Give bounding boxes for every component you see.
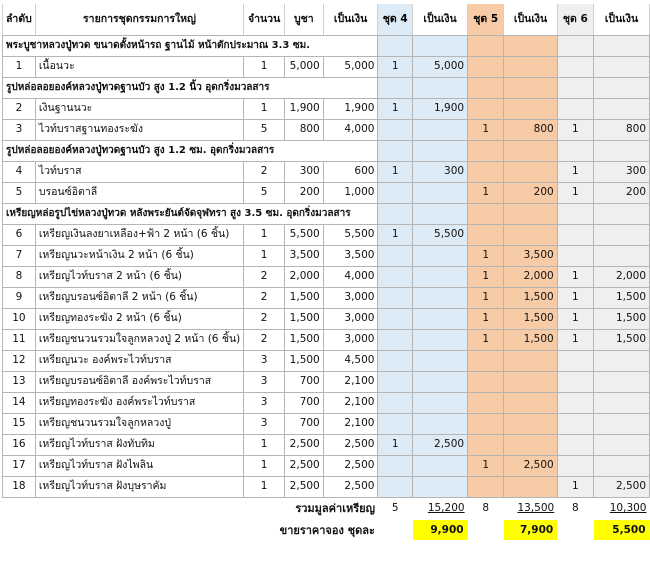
item-no: 11: [3, 329, 36, 350]
set4-amount: [413, 413, 468, 434]
set5-amount: 2,500: [504, 455, 557, 476]
set4-amount: 5,000: [413, 56, 468, 77]
set6-qty: [557, 434, 593, 455]
set4-amount-cell: [413, 140, 468, 161]
item-no: 14: [3, 392, 36, 413]
set5-amount: [504, 371, 557, 392]
item-qty: 1: [244, 245, 285, 266]
set5-amount: 800: [504, 119, 557, 140]
set5-price-cell: [504, 519, 557, 541]
item-amount: 3,000: [323, 287, 378, 308]
set4-cell: [378, 140, 413, 161]
set5-amount: 1,500: [504, 329, 557, 350]
set6-qty: 1: [557, 476, 593, 497]
header-name: รายการชุดกรรมการใหญ่: [35, 4, 243, 35]
item-no: 16: [3, 434, 36, 455]
set4-cell: [378, 35, 413, 56]
set6-amount: 800: [594, 119, 650, 140]
set6-amount: [594, 434, 650, 455]
header-set4-amount: เป็นเงิน: [413, 4, 468, 35]
item-no: 18: [3, 476, 36, 497]
header-set5: ชุด 5: [468, 4, 504, 35]
set5-amount: [504, 161, 557, 182]
item-amount: 1,000: [323, 182, 378, 203]
item-name: เหรียญทองระฆัง 2 หน้า (6 ชิ้น): [35, 308, 243, 329]
item-qty: 1: [244, 434, 285, 455]
item-qty: 2: [244, 287, 285, 308]
table-row: [3, 287, 650, 308]
set5-qty: 1: [468, 245, 504, 266]
set4-qty: [378, 350, 413, 371]
item-qty: 2: [244, 266, 285, 287]
set4-qty: [378, 413, 413, 434]
set4-qty: [378, 371, 413, 392]
set6-amount: [594, 56, 650, 77]
price-row: [3, 519, 650, 541]
set6-amount: 2,000: [594, 266, 650, 287]
item-qty: 3: [244, 413, 285, 434]
item-name: เหรียญบรอนซ์อิตาลี 2 หน้า (6 ชิ้น): [35, 287, 243, 308]
set5-qty: [468, 371, 504, 392]
item-price: 2,500: [285, 455, 324, 476]
item-name: บรอนซ์อิตาลี: [35, 182, 243, 203]
set6-amount: [594, 455, 650, 476]
item-amount: 3,000: [323, 308, 378, 329]
set6-total-amount: 10,300: [609, 502, 647, 514]
set5-amount-cell: [504, 77, 557, 98]
table-row: [3, 455, 650, 476]
set6-price: 5,500: [594, 520, 650, 540]
item-price: 5,500: [285, 224, 324, 245]
price-table: [2, 4, 650, 541]
set4-amount: [413, 287, 468, 308]
header-set4: ชุด 4: [378, 4, 413, 35]
set5-qty: [468, 350, 504, 371]
set5-amount-cell: [504, 203, 557, 224]
table-row: [3, 119, 650, 140]
item-qty: 2: [244, 308, 285, 329]
set5-qty: [468, 413, 504, 434]
set4-amount: 1,900: [413, 98, 468, 119]
set4-amount: [413, 329, 468, 350]
section-header-row: [3, 203, 650, 224]
set4-amount-cell: [413, 77, 468, 98]
set4-qty: [378, 455, 413, 476]
table-row: [3, 476, 650, 497]
set6-amount: [594, 413, 650, 434]
set6-cell: [557, 140, 593, 161]
set5-amount: [504, 56, 557, 77]
section-header-row: [3, 140, 650, 161]
set6-amount: [594, 98, 650, 119]
item-qty: 1: [244, 476, 285, 497]
set5-qty: [468, 224, 504, 245]
set4-qty: [378, 266, 413, 287]
item-price: 3,500: [285, 245, 324, 266]
set6-price-cell: [594, 519, 650, 541]
set6-qty: 1: [557, 329, 593, 350]
item-qty: 1: [244, 455, 285, 476]
item-price: 5,000: [285, 56, 324, 77]
item-amount: 5,500: [323, 224, 378, 245]
set5-amount: [504, 98, 557, 119]
item-amount: 2,100: [323, 371, 378, 392]
set4-qty: [378, 182, 413, 203]
item-amount: 4,000: [323, 119, 378, 140]
set5-qty: [468, 392, 504, 413]
set6-qty: [557, 392, 593, 413]
price-label: ขายราคาจอง ชุดละ: [279, 523, 375, 537]
item-name: เหรียญไวท์บราส ฝังทับทิม: [35, 434, 243, 455]
set4-qty: [378, 329, 413, 350]
item-qty: 1: [244, 224, 285, 245]
item-amount: 2,100: [323, 392, 378, 413]
set5-qty: 1: [468, 119, 504, 140]
item-price: 1,500: [285, 350, 324, 371]
item-name: เหรียญไวท์บราส 2 หน้า (6 ชิ้น): [35, 266, 243, 287]
item-name: เงินฐานนวะ: [35, 98, 243, 119]
set5-qty: [468, 434, 504, 455]
set5-cell: [468, 35, 504, 56]
item-qty: 2: [244, 161, 285, 182]
set5-qty: 1: [468, 308, 504, 329]
item-amount: 2,500: [323, 455, 378, 476]
set6-amount: [594, 224, 650, 245]
item-name: เหรียญทองระฆัง องค์พระไวท์บราส: [35, 392, 243, 413]
set6-qty: [557, 245, 593, 266]
set4-cell: [378, 203, 413, 224]
set6-qty: [557, 413, 593, 434]
table-row: [3, 56, 650, 77]
item-no: 10: [3, 308, 36, 329]
item-name: เหรียญไวท์บราส ฝังบุษราคัม: [35, 476, 243, 497]
set5-amount: 3,500: [504, 245, 557, 266]
section-header-row: [3, 77, 650, 98]
section-header-row: [3, 35, 650, 56]
item-amount: 3,500: [323, 245, 378, 266]
set4-qty: [378, 392, 413, 413]
item-name: เหรียญชนวนรวมใจลูกหลวงปู่: [35, 413, 243, 434]
item-amount: 5,000: [323, 56, 378, 77]
set5-amount: 1,500: [504, 308, 557, 329]
item-price: 300: [285, 161, 324, 182]
set4-amount-cell: [413, 203, 468, 224]
table-row: [3, 371, 650, 392]
set6-amount-cell: [594, 35, 650, 56]
item-name: เหรียญชนวนรวมใจลูกหลวงปู่ 2 หน้า (6 ชิ้น): [35, 329, 243, 350]
item-name: เหรียญเงินลงยาเหลือง+ฟ้า 2 หน้า (6 ชิ้น): [35, 224, 243, 245]
set4-total-amount: 15,200: [427, 502, 465, 514]
set4-amount: [413, 266, 468, 287]
item-qty: 1: [244, 56, 285, 77]
item-no: 7: [3, 245, 36, 266]
item-amount: 600: [323, 161, 378, 182]
set6-amount: 2,500: [594, 476, 650, 497]
spacer-cell: [468, 519, 504, 541]
item-qty: 3: [244, 350, 285, 371]
table-row: [3, 245, 650, 266]
table-row: [3, 434, 650, 455]
set6-qty: 1: [557, 308, 593, 329]
set5-cell: [468, 140, 504, 161]
section-title: รูปหล่อลอยองค์หลวงปู่ทวดฐานบัว สูง 1.2 ซม. อุดกริ่งมวลสาร: [3, 140, 378, 161]
set5-qty: [468, 476, 504, 497]
item-no: 1: [3, 56, 36, 77]
set4-amount: [413, 308, 468, 329]
item-qty: 2: [244, 329, 285, 350]
set5-qty: 1: [468, 266, 504, 287]
item-no: 5: [3, 182, 36, 203]
set6-qty: [557, 371, 593, 392]
set4-qty: 1: [378, 98, 413, 119]
set4-amount: [413, 476, 468, 497]
set4-amount: [413, 371, 468, 392]
set6-qty: 1: [557, 266, 593, 287]
item-price: 2,500: [285, 434, 324, 455]
item-amount: 1,900: [323, 98, 378, 119]
table-row: [3, 224, 650, 245]
set6-cell: [557, 203, 593, 224]
item-no: 2: [3, 98, 36, 119]
table-row: [3, 350, 650, 371]
set4-amount: 300: [413, 161, 468, 182]
totals-label: รวมมูลค่าเหรียญ: [295, 501, 375, 515]
item-name: เหรียญนวะ องค์พระไวท์บราส: [35, 350, 243, 371]
table-row: [3, 413, 650, 434]
set4-qty: [378, 245, 413, 266]
spacer-cell: [378, 519, 413, 541]
item-price: 1,900: [285, 98, 324, 119]
set6-amount: 1,500: [594, 287, 650, 308]
set5-qty: 1: [468, 287, 504, 308]
set6-total-qty: 8: [572, 502, 579, 514]
table-row: [3, 182, 650, 203]
set6-qty: 1: [557, 287, 593, 308]
item-no: 15: [3, 413, 36, 434]
spacer-cell: [557, 519, 593, 541]
set5-amount: [504, 413, 557, 434]
set4-qty: [378, 308, 413, 329]
section-title: รูปหล่อลอยองค์หลวงปู่ทวดฐานบัว สูง 1.2 นิ้ว อุดกริ่งมวลสาร: [3, 77, 378, 98]
item-name: เหรียญไวท์บราส ฝังไพลิน: [35, 455, 243, 476]
set4-amount: [413, 119, 468, 140]
set4-amount: 5,500: [413, 224, 468, 245]
set4-qty: [378, 287, 413, 308]
set5-qty: [468, 56, 504, 77]
set6-qty: [557, 98, 593, 119]
set5-qty: [468, 98, 504, 119]
set5-qty: [468, 161, 504, 182]
header-amount: เป็นเงิน: [323, 4, 378, 35]
section-title: เหรียญหล่อรูปไข่หลวงปู่ทวด หลังพระยันต์จัดจุฬทรา สูง 3.5 ซม. อุดกริ่งมวลสาร: [3, 203, 378, 224]
item-price: 800: [285, 119, 324, 140]
set6-amount-cell: [594, 140, 650, 161]
item-no: 9: [3, 287, 36, 308]
set6-amount-cell: [594, 77, 650, 98]
table-row: [3, 329, 650, 350]
set5-qty: 1: [468, 182, 504, 203]
item-no: 6: [3, 224, 36, 245]
item-price: 2,000: [285, 266, 324, 287]
set4-total-qty: 5: [391, 502, 399, 514]
set6-amount: [594, 392, 650, 413]
set6-amount: [594, 371, 650, 392]
item-qty: 5: [244, 119, 285, 140]
header-no: ลำดับ: [3, 4, 36, 35]
header-row: [3, 4, 650, 35]
set4-qty: 1: [378, 434, 413, 455]
set4-amount: [413, 455, 468, 476]
set4-amount: 2,500: [413, 434, 468, 455]
set5-cell: [468, 203, 504, 224]
set6-amount: [594, 350, 650, 371]
set5-amount: [504, 434, 557, 455]
item-no: 4: [3, 161, 36, 182]
item-name: เหรียญนวะหน้าเงิน 2 หน้า (6 ชิ้น): [35, 245, 243, 266]
set6-amount-cell: [594, 203, 650, 224]
set4-qty: 1: [378, 56, 413, 77]
set6-qty: [557, 455, 593, 476]
item-name: เหรียญบรอนซ์อิตาลี องค์พระไวท์บราส: [35, 371, 243, 392]
item-qty: 1: [244, 98, 285, 119]
header-price: บูชา: [285, 4, 324, 35]
set4-qty: [378, 476, 413, 497]
set4-amount: [413, 350, 468, 371]
table-row: [3, 308, 650, 329]
set5-amount: [504, 392, 557, 413]
item-price: 700: [285, 371, 324, 392]
header-set6-amount: เป็นเงิน: [594, 4, 650, 35]
set5-qty: 1: [468, 455, 504, 476]
set4-price-cell: [413, 519, 468, 541]
item-amount: 3,000: [323, 329, 378, 350]
set6-cell: [557, 35, 593, 56]
table-row: [3, 392, 650, 413]
set5-qty: 1: [468, 329, 504, 350]
set5-amount: 2,000: [504, 266, 557, 287]
item-amount: 4,500: [323, 350, 378, 371]
item-name: เนื้อนวะ: [35, 56, 243, 77]
set4-amount: [413, 182, 468, 203]
set5-amount: [504, 476, 557, 497]
item-name: ไวท์บราส: [35, 161, 243, 182]
item-qty: 5: [244, 182, 285, 203]
set5-total-qty: 8: [482, 502, 490, 514]
set4-price: 9,900: [413, 520, 468, 540]
item-amount: 2,500: [323, 434, 378, 455]
item-price: 2,500: [285, 476, 324, 497]
set5-amount: 1,500: [504, 287, 557, 308]
item-price: 1,500: [285, 329, 324, 350]
header-set5-amount: เป็นเงิน: [504, 4, 557, 35]
set6-qty: [557, 224, 593, 245]
set5-amount: [504, 350, 557, 371]
set6-amount: 300: [594, 161, 650, 182]
item-amount: 4,000: [323, 266, 378, 287]
item-qty: 3: [244, 371, 285, 392]
set5-total-amount: 13,500: [517, 502, 555, 514]
set6-amount: 200: [594, 182, 650, 203]
set5-amount-cell: [504, 35, 557, 56]
totals-row: [3, 497, 650, 519]
item-price: 1,500: [285, 308, 324, 329]
set6-qty: 1: [557, 119, 593, 140]
item-price: 200: [285, 182, 324, 203]
item-name: ไวท์บราสฐานทองระฆัง: [35, 119, 243, 140]
set6-qty: 1: [557, 161, 593, 182]
set5-cell: [468, 77, 504, 98]
set6-amount: [594, 245, 650, 266]
set5-amount: 200: [504, 182, 557, 203]
set6-qty: 1: [557, 182, 593, 203]
section-title: พระบูชาหลวงปู่ทวด ขนาดตั้งหน้ารถ ฐานไม้ หน้าตักประมาณ 3.3 ซม.: [3, 35, 378, 56]
header-qty: จำนวน: [244, 4, 285, 35]
set6-amount: 1,500: [594, 308, 650, 329]
set6-qty: [557, 56, 593, 77]
set5-price: 7,900: [504, 520, 557, 540]
set6-cell: [557, 77, 593, 98]
table-row: [3, 161, 650, 182]
set4-qty: 1: [378, 161, 413, 182]
set4-qty: 1: [378, 224, 413, 245]
item-no: 8: [3, 266, 36, 287]
set4-cell: [378, 77, 413, 98]
table-row: [3, 98, 650, 119]
set5-amount: [504, 224, 557, 245]
set4-amount-cell: [413, 35, 468, 56]
table-row: [3, 266, 650, 287]
item-amount: 2,100: [323, 413, 378, 434]
item-no: 3: [3, 119, 36, 140]
set6-amount: 1,500: [594, 329, 650, 350]
set6-qty: [557, 350, 593, 371]
item-price: 700: [285, 413, 324, 434]
item-price: 1,500: [285, 287, 324, 308]
set4-amount: [413, 245, 468, 266]
set5-amount-cell: [504, 140, 557, 161]
item-qty: 3: [244, 392, 285, 413]
header-set6: ชุด 6: [557, 4, 593, 35]
item-amount: 2,500: [323, 476, 378, 497]
set4-amount: [413, 392, 468, 413]
set4-qty: [378, 119, 413, 140]
item-no: 17: [3, 455, 36, 476]
item-price: 700: [285, 392, 324, 413]
item-no: 13: [3, 371, 36, 392]
item-no: 12: [3, 350, 36, 371]
